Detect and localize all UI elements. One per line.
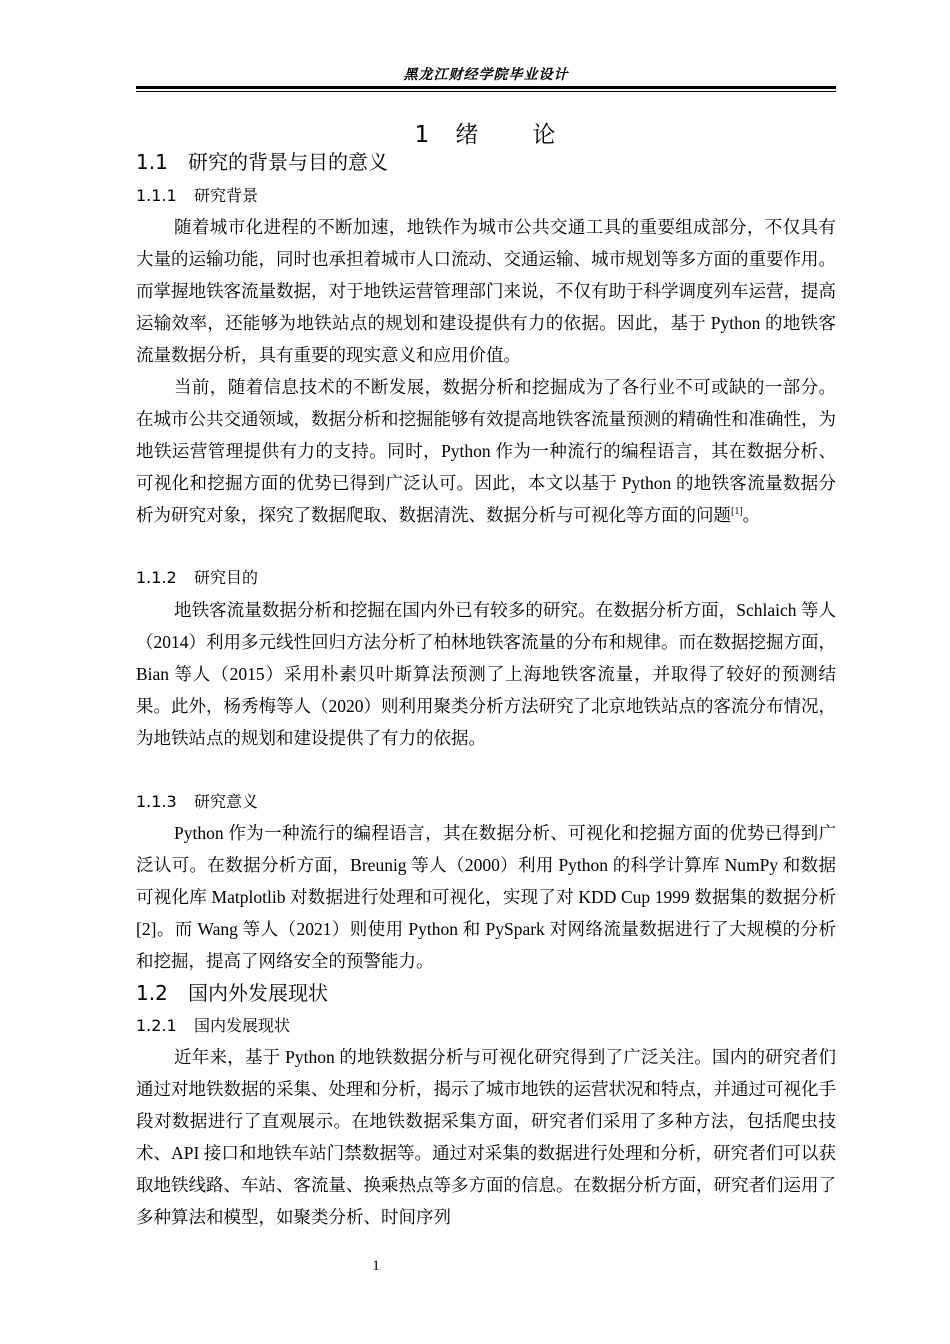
citation-ref: [1] bbox=[731, 506, 743, 518]
header-rule-thick bbox=[136, 86, 836, 89]
subsection-title: 研究目的 bbox=[194, 568, 259, 587]
chapter-title bbox=[136, 116, 836, 149]
subsection-number: 1.2.1 bbox=[136, 1016, 177, 1035]
subsection-heading-1-2-1 bbox=[136, 1014, 836, 1038]
subsection-title: 研究意义 bbox=[194, 792, 259, 811]
section-heading-1-1 bbox=[136, 148, 836, 176]
subsection-title: 国内发展现状 bbox=[194, 1016, 291, 1035]
page-number: 1 bbox=[372, 1258, 380, 1274]
section-title: 研究的背景与目的意义 bbox=[188, 150, 388, 174]
subsection-number: 1.1.3 bbox=[136, 792, 177, 811]
subsection-heading-1-1-1 bbox=[136, 184, 836, 208]
subsection-number: 1.1.1 bbox=[136, 186, 177, 205]
section-number: 1.1 bbox=[136, 150, 168, 174]
paragraph-purpose: 地铁客流量数据分析和挖掘在国内外已有较多的研究。在数据分析方面，Schlaich 等人（2014）利用多元线性回归方法分析了柏林地铁客流量的分布和规律。而在数据挖掘方面，Bian 等人（2015）采用朴素贝叶斯算法预测了上海地铁客流量，并取得了较好的预测结果。此外，杨秀梅等人（2020）则利用聚类分析方法研究了北京地铁站点的客流分布情况，为地铁站点的规划和建设提供了有力的依据。 bbox=[136, 600, 836, 748]
paragraph-domestic-status: 近年来，基于 Python 的地铁数据分析与可视化研究得到了广泛关注。国内的研究者们通过对地铁数据的采集、处理和分析，揭示了城市地铁的运营状况和特点，并通过可视化手段对数据进行了直观展示。在地铁数据采集方面，研究者们采用了多种方法，包括爬虫技术、API 接口和地铁车站门禁数据等。通过对采集的数据进行处理和分析，研究者们可以获取地铁线路、车站、客流量、换乘热点等多方面的信息。在数据分析方面，研究者们运用了多种算法和模型，如聚类分析、时间序列 bbox=[136, 1047, 836, 1227]
page-header: 黑龙江财经学院毕业设计 bbox=[403, 67, 569, 83]
chapter-title-part2: 论 bbox=[532, 122, 558, 148]
subsection-heading-1-1-3 bbox=[136, 790, 836, 814]
subsection-heading-1-1-2 bbox=[136, 566, 836, 590]
paragraph-text: 当前，随着信息技术的不断发展，数据分析和挖掘成为了各行业不可或缺的一部分。在城市公共交通领域，数据分析和挖掘能够有效提高地铁客流量预测的精确性和准确性，为地铁运营管理提供有力的支持。同时，Python 作为一种流行的编程语言，其在数据分析、可视化和挖掘方面的优势已得到广泛认可。因此，本文以基于 Python 的地铁客流量数据分析为研究对象，探究了数据爬取、数据清洗、数据分析与可视化等方面的问题 bbox=[136, 377, 836, 525]
section-heading-1-2 bbox=[136, 979, 836, 1007]
chapter-title-part1: 绪 bbox=[455, 122, 481, 148]
section-title: 国内外发展现状 bbox=[188, 981, 328, 1005]
subsection-number: 1.1.2 bbox=[136, 568, 177, 587]
section-number: 1.2 bbox=[136, 981, 168, 1005]
paragraph-significance: Python 作为一种流行的编程语言，其在数据分析、可视化和挖掘方面的优势已得到广泛认可。在数据分析方面，Breunig 等人（2000）利用 Python 的科学计算库 NumPy 和数据可视化库 Matplotlib 对数据进行处理和可视化，实现了对 KDD Cup 1999 数据集的数据分析[2]。而 Wang 等人（2021）则使用 Python 和 PySpark 对网络流量数据进行了大规模的分析和挖掘，提高了网络安全的预警能力。 bbox=[136, 823, 836, 971]
paragraph-background-1: 随着城市化进程的不断加速，地铁作为城市公共交通工具的重要组成部分，不仅具有大量的运输功能，同时也承担着城市人口流动、交通运输、城市规划等多方面的重要作用。而掌握地铁客流量数据，对于地铁运营管理部门来说，不仅有助于科学调度列车运营，提高运输效率，还能够为地铁站点的规划和建设提供有力的依据。因此，基于 Python 的地铁客流量数据分析，具有重要的现实意义和应用价值。 bbox=[136, 217, 836, 365]
paragraph-background-2 bbox=[136, 371, 836, 531]
paragraph-end: 。 bbox=[742, 505, 761, 525]
subsection-title: 研究背景 bbox=[194, 186, 259, 205]
header-rule-thin bbox=[136, 91, 836, 92]
chapter-number: 1 bbox=[414, 122, 432, 148]
